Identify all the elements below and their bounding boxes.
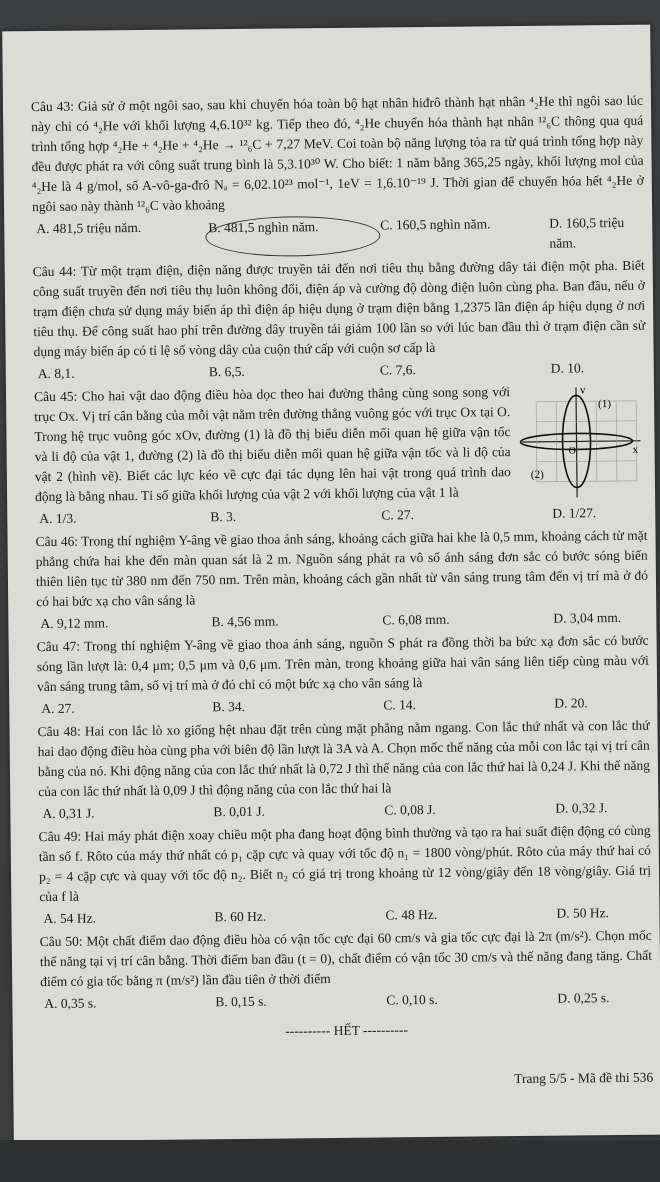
options-50 <box>40 988 652 1014</box>
background-floor <box>0 1140 660 1182</box>
option-c: C. 0,08 J. <box>384 801 436 818</box>
option-a: A. 1/3. <box>39 510 77 527</box>
v-axis <box>576 387 577 497</box>
option-c: C. 6,08 mm. <box>382 611 450 628</box>
question-46: Câu 46: Trong thí nghiệm Y-âng về giao thoa ánh sáng, khoảng cách giữa hai khe là 0,5 mm, khoảng cách từ mặt phẳng chứa hai khe đến màn quan sát là 2 m. Nguồn sáng phát ra vô số ánh sáng đơn sắc có bước sóng biến thiên liên tục từ 380 nm đến 750 nm. Trên màn, khoảng cách gần nhất từ vân sáng trung tâm đến vị trí mà ở đó có hai bức xạ cho vân sáng là <box>35 527 649 610</box>
option-b: B. 6,5. <box>208 363 245 380</box>
option-d: D. 3,04 mm. <box>553 609 622 626</box>
options-49 <box>39 903 651 929</box>
options-46 <box>36 608 648 634</box>
option-a: A. 481,5 triệu năm. <box>36 219 142 237</box>
option-c: C. 7,6. <box>379 362 416 378</box>
exam-page <box>31 91 653 1094</box>
option-c: C. 14. <box>383 697 416 713</box>
question-48: Câu 48: Hai con lắc lò xo giống hệt nhau đặt trên cùng mặt phẳng nằm ngang. Con lắc thứ nhất và con lắc thứ hai dao động điều hòa cùng pha với biên độ lần lượt là 3A và A. Chọn mốc thế năng của mỗi con lắc tại vị trí cân bằng của nó. Khi động năng của con lắc thứ nhất là 0,72 J thì thế năng của con lắc thứ hai là 0,24 J. Khi thế năng của con lắc thứ nhất là 0,09 J thì động năng của con lắc thứ hai là <box>37 717 651 800</box>
option-a: A. 27. <box>41 700 75 717</box>
x-axis <box>523 441 641 442</box>
option-d: D. 10. <box>550 360 585 376</box>
option-d: D. 1/27. <box>552 505 597 521</box>
options-47 <box>37 693 649 719</box>
option-d: D. 20. <box>554 695 588 711</box>
option-b: B. 481,5 nghìn năm. <box>205 215 380 257</box>
origin-label: O <box>568 445 576 457</box>
curve-1-label: (1) <box>598 398 612 411</box>
option-b: B. 60 Hz. <box>214 908 267 925</box>
option-b: B. 0,01 J. <box>213 803 265 820</box>
option-d: D. 50 Hz. <box>556 905 610 921</box>
option-d: D. 0,32 J. <box>555 800 608 816</box>
velocity-displacement-figure <box>516 381 647 502</box>
option-a: A. 0,31 J. <box>42 805 95 822</box>
question-44: Câu 44: Từ một trạm điện, điện năng được truyền tải đến nơi tiêu thụ bằng đường dây tải điện một pha. Biết công suất truyền đến nơi tiêu thụ luôn không đổi, điện áp và cường độ dòng điện luôn cùng pha. Ban đầu, nếu ở trạm điện chưa sử dụng máy biến áp thì điện áp hiệu dụng ở trạm điện bằng 1,2375 lần điện áp hiệu dụng ở nơi tiêu thụ. Để công suất hao phí trên đường dây truyền tải giảm 100 lần so với lúc ban đầu thì ở trạm điện cần sử dụng máy biến áp có tỉ lệ số vòng dây của cuộn thứ cấp với cuộn sơ cấp là <box>32 257 646 360</box>
curve-2-label: (2) <box>530 468 544 481</box>
question-49: Câu 49: Hai máy phát điện xoay chiều một pha đang hoạt động bình thường và tạo ra hai suất điện động có cùng tần số f. Rôto của máy thứ nhất có p₁ cặp cực và quay với tốc độ n₁ = 1800 vòng/phút. Rôto của máy thứ hai có p₂ = 4 cặp cực và quay với tốc độ n₂. Biết n₂ có giá trị trong khoảng từ 12 vòng/giây đến 18 vòng/giây. Giá trị của f là <box>38 822 652 905</box>
page-footer: Trang 5/5 - Mã đề thi 536 <box>514 1069 654 1087</box>
option-a: A. 8,1. <box>37 365 75 382</box>
option-d: D. 0,25 s. <box>557 990 610 1006</box>
options-48 <box>38 798 650 824</box>
end-mark: ---------- HẾT ---------- <box>285 1022 409 1039</box>
option-c: C. 160,5 nghìn năm. <box>380 216 491 233</box>
option-a: A. 9,12 mm. <box>40 615 109 632</box>
exam-paper <box>2 25 660 1142</box>
option-c: C. 48 Hz. <box>385 906 438 923</box>
question-45-block <box>34 381 647 509</box>
option-c: C. 0,10 s. <box>386 991 438 1008</box>
axis-v-label: v <box>579 384 586 397</box>
option-b: B. 4,56 mm. <box>211 613 279 630</box>
question-43: Câu 43: Giả sử ở một ngôi sao, sau khi chuyển hóa toàn bộ hạt nhân hiđrô thành hạt nhân ⁴₂He thì ngôi sao lúc này chỉ có ⁴₂He với khối lượng 4,6.10³² kg. Tiếp theo đó, ⁴₂He chuyển hóa thành hạt nhân ¹²₆C thông qua quá trình tổng hợp ⁴₂He + ⁴₂He + ⁴₂He → ¹²₆C + 7,27 MeV. Coi toàn bộ năng lượng tỏa ra từ quá trình tổng hợp này đều được phát ra với công suất trung bình là 5,3.10³⁰ W. Cho biết: 1 năm bằng 365,25 ngày, khối lượng mol của ⁴₂He là 4 g/mol, số A-vô-ga-đrô Nₐ = 6,02.10²³ mol⁻¹, 1eV = 1,6.10⁻¹⁹ J. Thời gian để chuyển hóa hết ⁴₂He ở ngôi sao này thành ¹²₆C vào khoảng <box>30 92 644 215</box>
question-45: Câu 45: Cho hai vật dao động điều hòa dọc theo hai đường thẳng cùng song song với trục Ox. Vị trí cân bằng của mỗi vật nằm trên đường thẳng vuông góc với trục Ox tại O. Trong hệ trục vuông góc xOv, đường (1) là đồ thị biểu diễn mối quan hệ giữa vận tốc và li độ của vật 1, đường (2) là đồ thị biểu diễn mối quan hệ giữa vận tốc và li độ của vật 2 (hình vẽ). Biết các lực kéo về cực đại tác dụng lên hai vật trong quá trình dao động là bằng nhau. Tỉ số giữa khối lượng của vật 2 với khối lượng của vật 1 là <box>33 384 511 505</box>
option-d: D. 160,5 triệu năm. <box>549 214 625 251</box>
option-a: A. 54 Hz. <box>43 910 97 927</box>
question-47: Câu 47: Trong thí nghiệm Y-âng về giao thoa ánh sáng, nguồn S phát ra đồng thời ba bức xạ đơn sắc có bước sóng lần lượt là: 0,4 μm; 0,5 μm và 0,6 μm. Trên màn, trong khoảng giữa hai vân sáng liên tiếp cùng màu với vân sáng trung tâm, số vị trí mà ở đó chỉ có một bức xạ cho vân sáng là <box>36 632 649 695</box>
option-b: B. 3. <box>210 509 237 525</box>
option-b: B. 34. <box>212 698 246 715</box>
options-43 <box>32 213 644 259</box>
option-c: C. 27. <box>381 507 415 523</box>
axis-x-label: x <box>632 443 639 456</box>
option-a: A. 0,35 s. <box>44 995 97 1012</box>
question-50: Câu 50: Một chất điểm dao động điều hòa có vận tốc cực đại 60 cm/s và gia tốc cực đại là 2π (m/s²). Chọn mốc thế năng tại vị trí cân bằng. Thời điểm ban đầu (t = 0), chất điểm có vận tốc 30 cm/s và thế năng đang tăng. Chất điểm có gia tốc bằng π (m/s²) lần đầu tiên ở thời điểm <box>39 927 652 990</box>
option-b: B. 0,15 s. <box>215 993 267 1010</box>
options-44 <box>34 358 646 384</box>
